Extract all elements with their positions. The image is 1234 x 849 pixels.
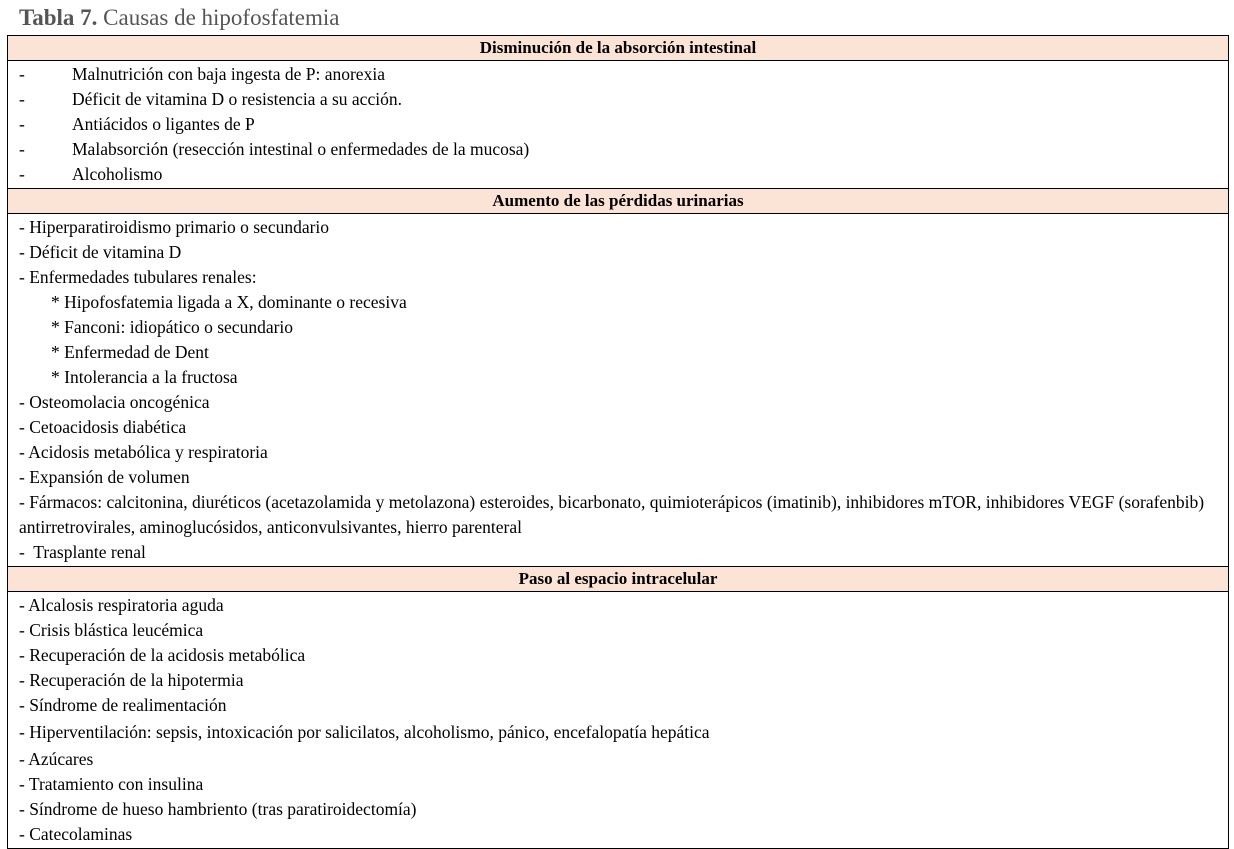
list-item: - Expansión de volumen — [19, 467, 190, 487]
table-caption — [19, 5, 340, 31]
list-item: - Trasplante renal — [19, 542, 146, 562]
list-item-text: Antiácidos o ligantes de P — [72, 114, 255, 134]
list-item: - Tratamiento con insulina — [19, 774, 204, 794]
list-item: - Síndrome de realimentación — [19, 695, 227, 715]
section-header-perdidas-urinarias: Aumento de las pérdidas urinarias — [8, 189, 1228, 214]
list-item: - Alcalosis respiratoria aguda — [19, 595, 224, 615]
section-body-espacio-intracelular — [8, 592, 1228, 848]
list-item: - Hiperparatiroidismo primario o secundario — [19, 217, 330, 237]
bullet-dash: - — [19, 164, 25, 184]
section-body-absorcion — [8, 61, 1228, 189]
list-item: - Enfermedades tubulares renales: — [19, 267, 257, 287]
list-item: - Recuperación de la acidosis metabólica — [19, 645, 306, 665]
bullet-dash: - — [19, 139, 25, 159]
section-body-perdidas-urinarias — [8, 214, 1228, 567]
list-item-text: Alcoholismo — [72, 164, 163, 184]
sub-list-item: * Fanconi: idiopático o secundario — [51, 317, 294, 337]
list-item: - Hiperventilación: sepsis, intoxicación por salicilatos, alcoholismo, pánico, encefalopatía hepática — [19, 722, 710, 742]
bullet-dash: - — [19, 64, 25, 84]
sub-list-item: * Enfermedad de Dent — [51, 342, 209, 362]
list-item: - Azúcares — [19, 749, 94, 769]
list-item — [19, 87, 1228, 112]
sub-list-item: * Intolerancia a la fructosa — [51, 367, 238, 387]
list-item: - Catecolaminas — [19, 824, 133, 844]
section-header-espacio-intracelular: Paso al espacio intracelular — [8, 567, 1228, 592]
list-item: - Recuperación de la hipotermia — [19, 670, 244, 690]
list-item — [19, 162, 1228, 187]
list-item-text: Déficit de vitamina D o resistencia a su acción. — [72, 89, 402, 109]
list-item — [19, 137, 1228, 162]
list-item: - Cetoacidosis diabética — [19, 417, 187, 437]
section-header-absorcion: Disminución de la absorción intestinal — [8, 36, 1228, 61]
table-caption-label: Tabla 7. — [19, 5, 98, 30]
list-item: - Fármacos: calcitonina, diuréticos (acetazolamida y metolazona) esteroides, bicarbonato, quimioterápicos (imatinib), inhibidores mTOR, inhibidores VEGF (sorafenbib) antirretrovirales, aminoglucósidos, anticonvulsivantes, hierro parenteral — [19, 492, 1205, 537]
list-item — [19, 62, 1228, 87]
list-item-text: Malnutrición con baja ingesta de P: anorexia — [72, 64, 385, 84]
list-item: - Síndrome de hueso hambriento (tras paratiroidectomía) — [19, 799, 417, 819]
bullet-dash: - — [19, 114, 25, 134]
bullet-dash: - — [19, 89, 25, 109]
causes-table — [7, 35, 1229, 849]
table-caption-title: Causas de hipofosfatemia — [103, 5, 340, 30]
list-item-text: Malabsorción (resección intestinal o enfermedades de la mucosa) — [72, 139, 530, 159]
list-item: - Acidosis metabólica y respiratoria — [19, 442, 268, 462]
sub-list-item: * Hipofosfatemia ligada a X, dominante o recesiva — [51, 292, 407, 312]
list-item: - Osteomolacia oncogénica — [19, 392, 210, 412]
list-item — [19, 112, 1228, 137]
list-item: - Déficit de vitamina D — [19, 242, 182, 262]
list-item: - Crisis blástica leucémica — [19, 620, 204, 640]
